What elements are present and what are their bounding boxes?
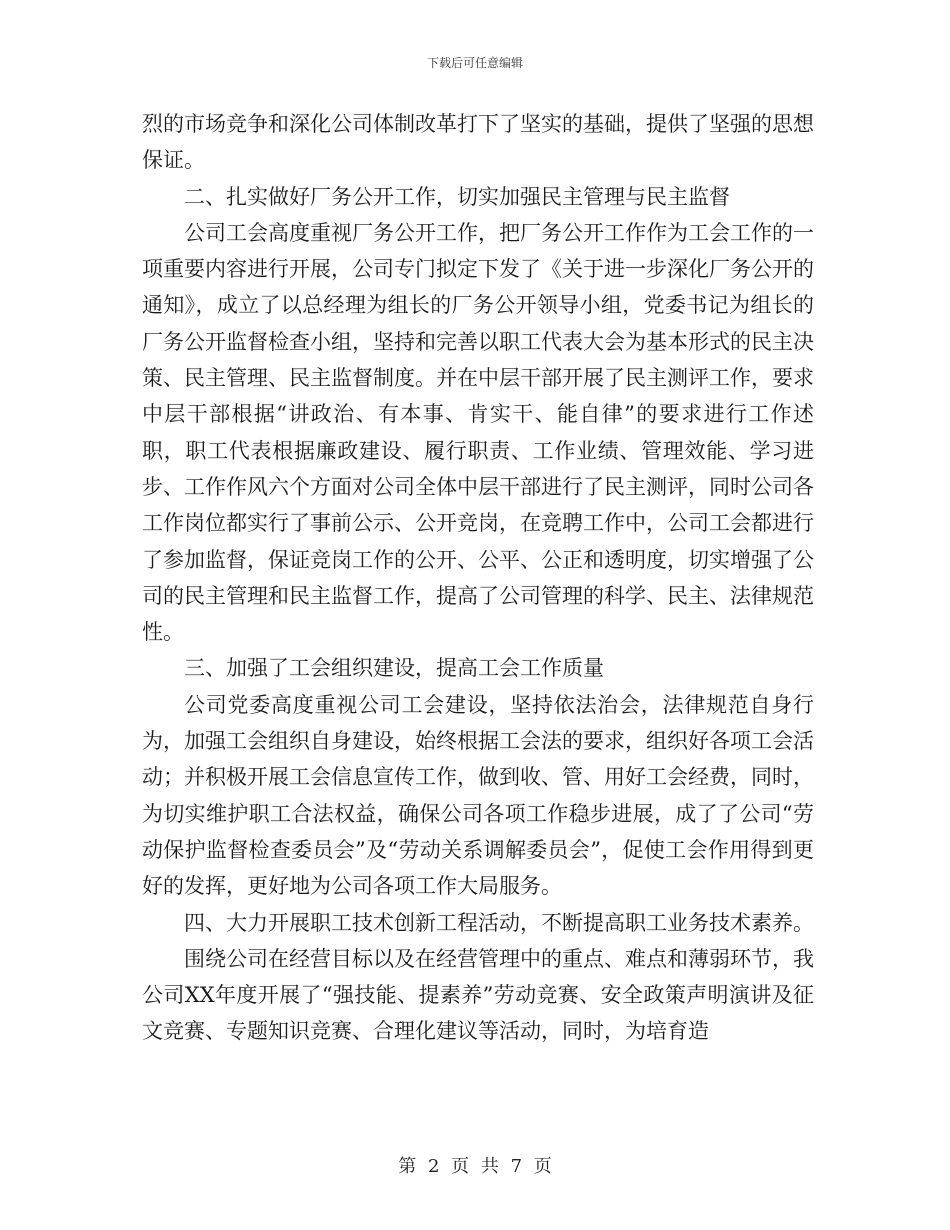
paragraph-continuation: 烈的市场竞争和深化公司体制改革打下了坚实的基础，提供了坚强的思想保证。 <box>142 112 814 173</box>
page-footer: 第 2 页 共 7 页 <box>398 1156 552 1177</box>
paragraph-competitions: 围绕公司在经营目标以及在经营管理中的重点、难点和薄弱环节，我公司XX年度开展了“强技能、提素养”劳动竞赛、安全政策声明演讲及征文竞赛、专题知识竞赛、合理化建议等活动，同时，为培育造 <box>142 946 814 1044</box>
paragraph-union-building: 公司党委高度重视公司工会建设，坚持依法治会，法律规范自身行为，加强工会组织自身建设，始终根据工会法的要求，组织好各项工会活动；并积极开展工会信息宣传工作，做到收、管、用好工会经费，同时，为切实维护职工合法权益，确保公司各项工作稳步进展，成了了公司“劳动保护监督检查委员会”及“劳动关系调解委员会”，促使工会作用得到更好的发挥，更好地为公司各项工作大局服务。 <box>142 692 814 899</box>
page-header: 下载后可任意编辑 <box>426 56 523 70</box>
section-heading-3: 三、加强了工会组织建设，提高工会工作质量 <box>184 656 604 681</box>
paragraph-factory-affairs: 公司工会高度重视厂务公开工作，把厂务公开工作作为工会工作的一项重要内容进行开展，公司专门拟定下发了《关于进一步深化厂务公开的通知》，成立了以总经理为组长的厂务公开领导小组，党委书记为组长的厂务公开监督检查小组，坚持和完善以职工代表大会为基本形式的民主决策、民主管理、民主监督制度。并在中层干部开展了民主测评工作，要求中层干部根据“讲政治、有本事、肯实干、能自律”的要求进行工作述职，职工代表根据廉政建设、履行职责、工作业绩、管理效能、学习进步、工作作风六个方面对公司全体中层干部进行了民主测评，同时公司各工作岗位都实行了事前公示、公开竞岗，在竞聘工作中，公司工会都进行了参加监督，保证竞岗工作的公开、公平、公正和透明度，切实增强了公司的民主管理和民主监督工作，提高了公司管理的科学、民主、法律规范性。 <box>142 220 814 645</box>
section-heading-4: 四、大力开展职工技术创新工程活动，不断提高职工业务技术素养。 <box>184 910 814 935</box>
section-heading-2: 二、扎实做好厂务公开工作，切实加强民主管理与民主监督 <box>184 184 730 209</box>
document-body <box>142 106 814 1050</box>
